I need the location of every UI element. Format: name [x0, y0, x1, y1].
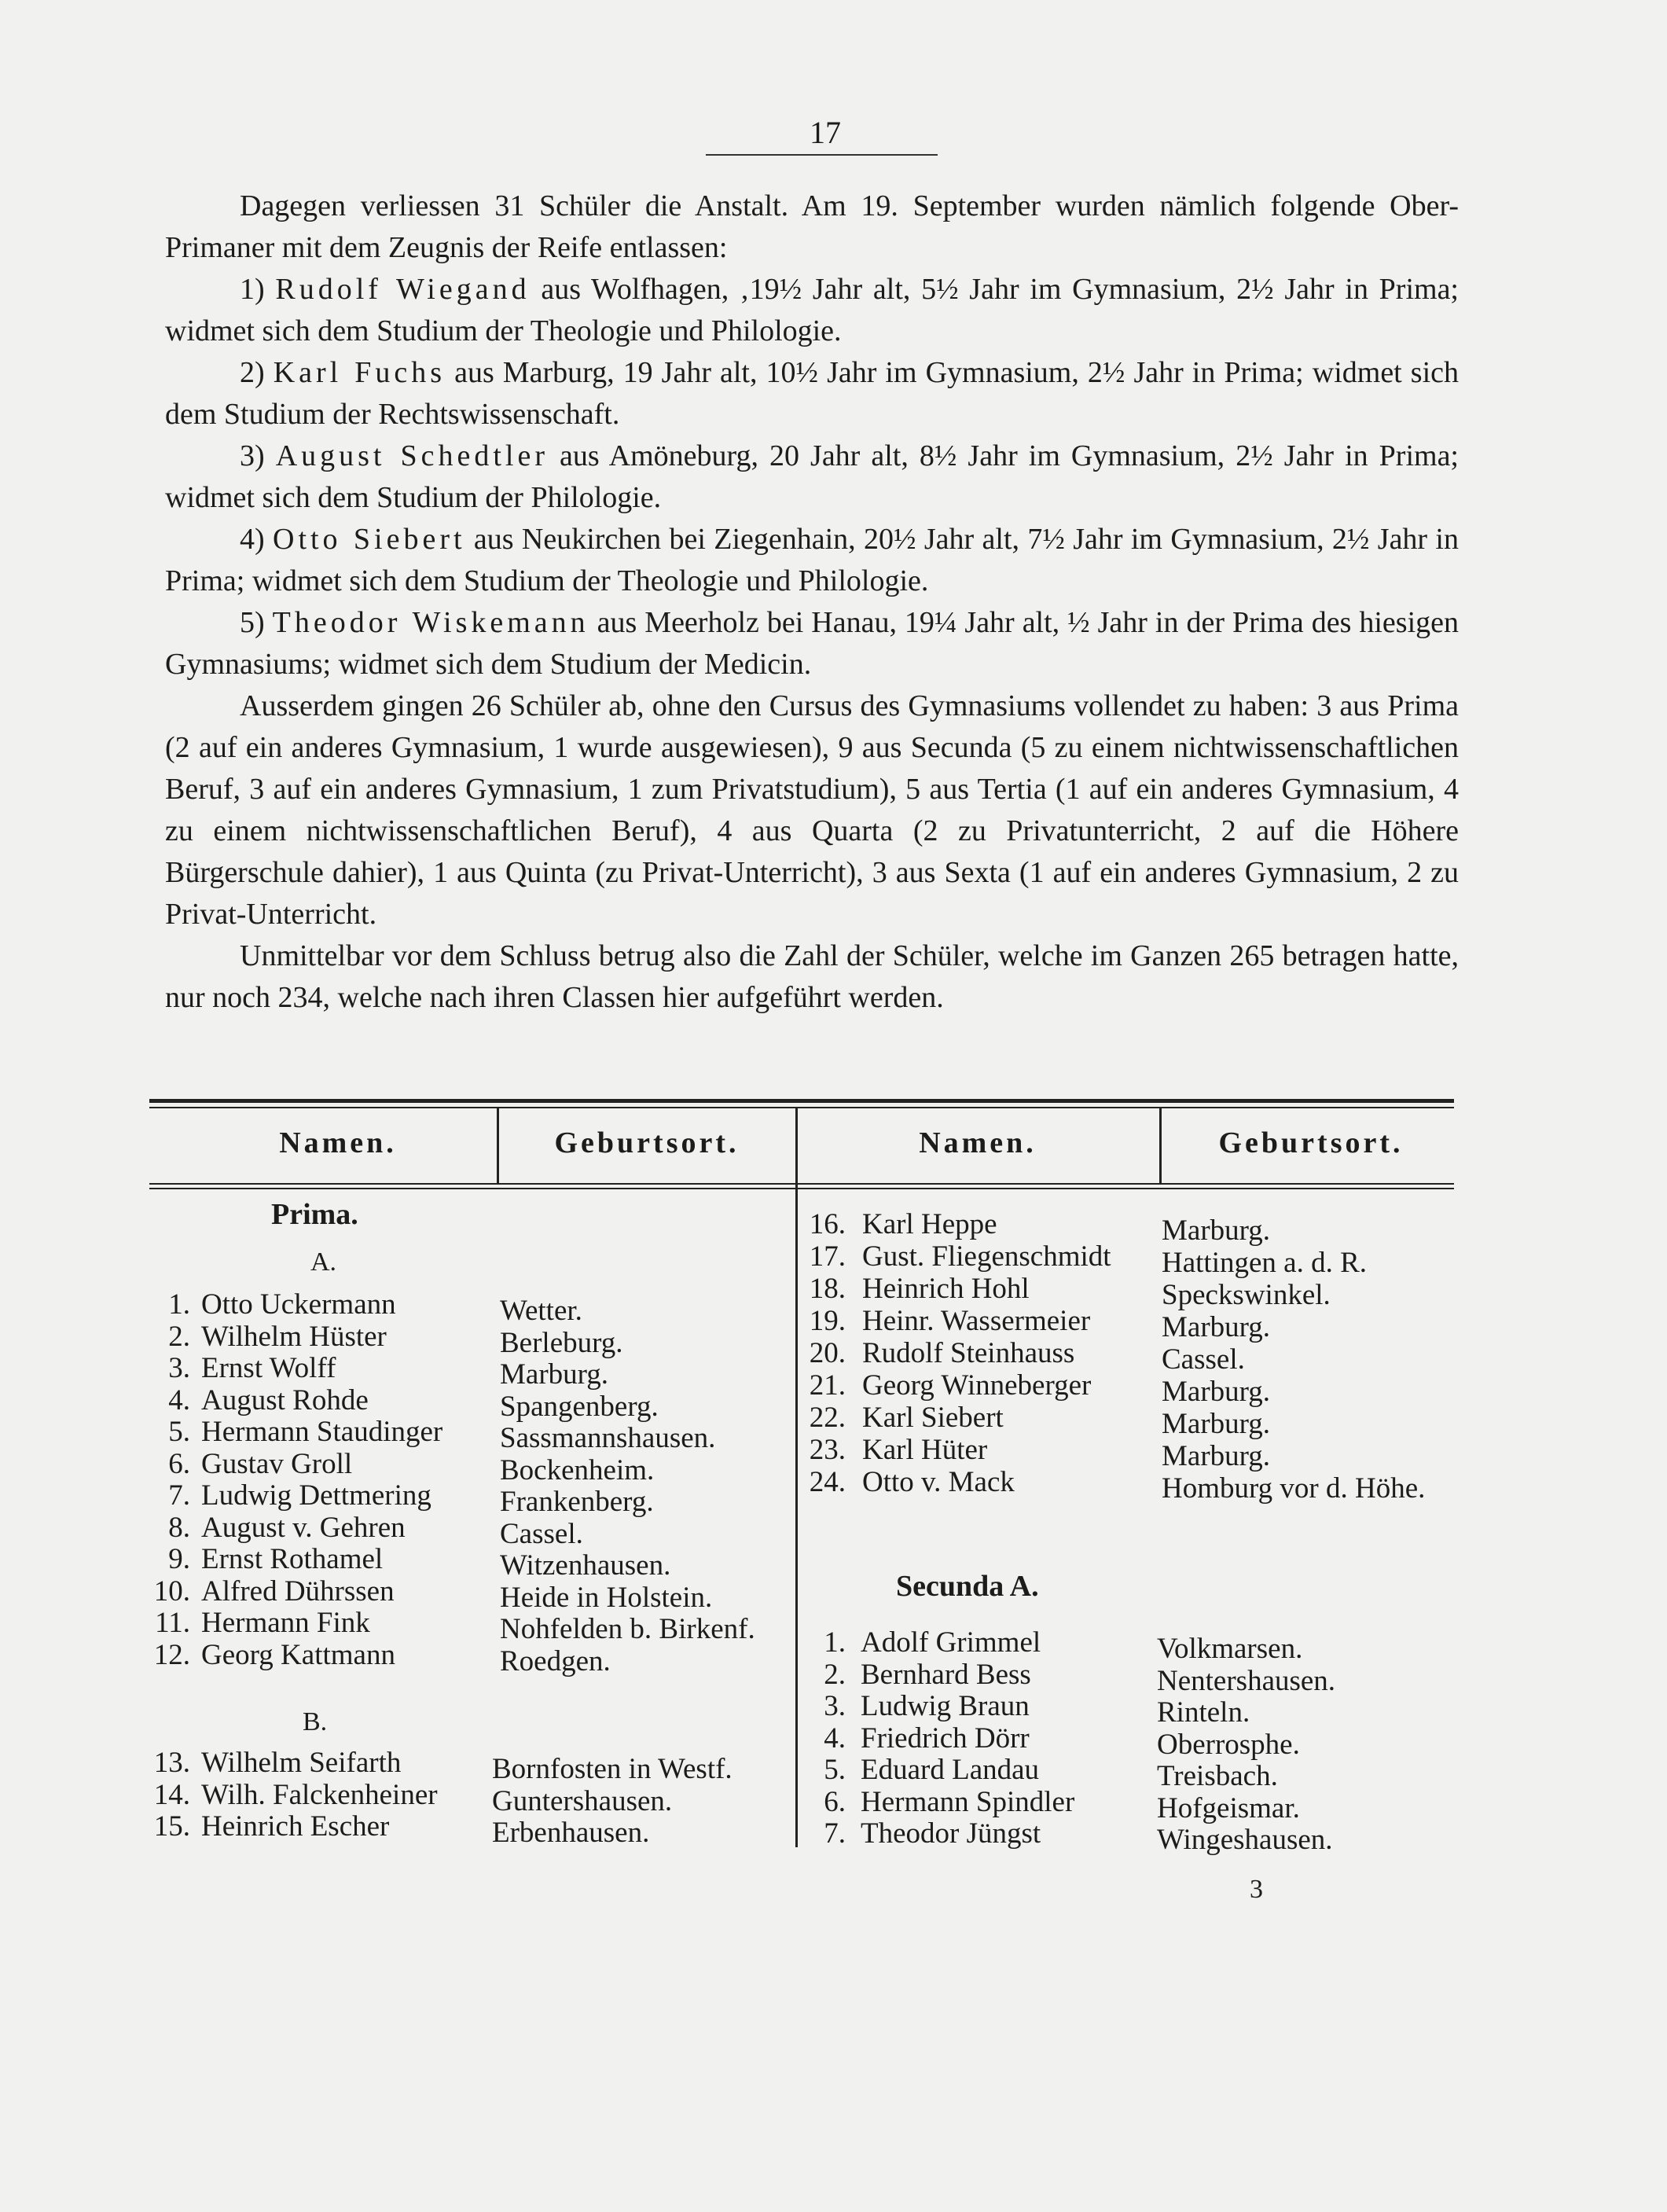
row-number: 1. [168, 1288, 190, 1321]
page-number: 17 [810, 115, 841, 150]
student-birthplace: Wetter. [500, 1295, 582, 1327]
student-name: Heinrich Hohl [862, 1273, 1030, 1305]
student-name: Wilhelm Seifarth [201, 1747, 402, 1779]
student-birthplace: Spangenberg. [500, 1390, 659, 1423]
student-name: Karl Hüter [862, 1434, 988, 1466]
row-number: 16. [809, 1208, 846, 1240]
row-number: 17. [809, 1240, 846, 1273]
student-birthplace: Treisbach. [1157, 1760, 1278, 1792]
row-number: 18. [809, 1273, 846, 1305]
student-birthplace: Volkmarsen. [1157, 1633, 1303, 1665]
row-number: 14. [153, 1778, 190, 1811]
paragraph: Ausserdem gingen 26 Schüler ab, ohne den Cursus des Gymnasiums vollendet zu haben: 3 aus Prima (2 auf ein anderes Gymnasium, 1 wurde ausgewiesen), 9 aus Secunda (5 zu einem nichtwissenschaftlichen Beruf, 3 auf ein anderes Gymnasium, 1 zum Privatstudium), 5 aus Tertia (1 auf ein anderes Gymnasium, 4 zu einem nichtwissenschaftlichen Beruf), 4 aus Quarta (2 zu Privatunterricht, 2 auf die Höhere Bürgerschule dahier), 1 aus Quinta (zu Privat-Unterricht), 3 aus Sexta (1 auf ein anderes Gymnasium, 2 zu Privat-Unterricht. [165, 689, 1459, 931]
row-number: 2. [824, 1658, 846, 1691]
column-header-names: Namen. [279, 1126, 397, 1159]
student-name: Georg Kattmann [201, 1638, 395, 1671]
row-number: 6. [168, 1447, 190, 1480]
student-name: Ludwig Braun [861, 1690, 1030, 1722]
row-number: 24. [809, 1466, 846, 1498]
student-birthplace: Speckswinkel. [1162, 1279, 1331, 1311]
student-name: Gust. Fliegenschmidt [862, 1240, 1111, 1273]
group-label-b: B. [303, 1707, 328, 1736]
student-birthplace: Wingeshausen. [1157, 1824, 1333, 1856]
row-number: 1. [824, 1626, 846, 1659]
student-name: Georg Winneberger [862, 1369, 1092, 1402]
section-title-secunda: Secunda A. [896, 1570, 1039, 1603]
paragraph: 1) Rudolf Wiegand aus Wolfhagen, ‚19½ Jahr alt, 5½ Jahr im Gymnasium, 2½ Jahr in Prima; widmet sich dem Studium der Theologie und Philologie. [165, 273, 1459, 347]
paragraph: 3) August Schedtler aus Amöneburg, 20 Jahr alt, 8½ Jahr im Gymnasium, 2½ Jahr in Prima; widmet sich dem Studium der Philologie. [165, 439, 1459, 514]
student-name: Hermann Spindler [861, 1785, 1075, 1818]
row-number: 3. [168, 1352, 190, 1384]
section-title-prima: Prima. [271, 1198, 358, 1231]
paragraph: 2) Karl Fuchs aus Marburg, 19 Jahr alt, 10½ Jahr im Gymnasium, 2½ Jahr in Prima; widmet sich dem Studium der Rechtswissenschaft. [165, 356, 1459, 431]
student-name: August v. Gehren [201, 1511, 406, 1544]
student-name: Rudolf Steinhauss [862, 1337, 1075, 1369]
paragraph: Unmittelbar vor dem Schluss betrug also die Zahl der Schüler, welche im Ganzen 265 betragen hatte, nur noch 234, welche nach ihren Classen hier aufgeführt werden. [165, 939, 1459, 1014]
student-birthplace: Guntershausen. [492, 1784, 673, 1817]
row-number: 7. [168, 1479, 190, 1512]
student-birthplace: Rinteln. [1157, 1696, 1250, 1729]
row-number: 6. [824, 1785, 846, 1818]
row-number: 7. [824, 1817, 846, 1850]
student-birthplace: Frankenberg. [500, 1486, 654, 1518]
header-rule [706, 154, 938, 156]
table-top-rule [149, 1099, 1454, 1103]
table-header-rule [149, 1183, 1454, 1185]
sheet-signature: 3 [1250, 1875, 1263, 1904]
student-name: Otto v. Mack [862, 1466, 1015, 1498]
student-birthplace: Nohfelden b. Birkenf. [500, 1613, 755, 1645]
student-name: Heinr. Wassermeier [862, 1305, 1091, 1337]
student-name: Ernst Rothamel [201, 1543, 384, 1575]
row-number: 3. [824, 1690, 846, 1722]
student-birthplace: Hattingen a. d. R. [1162, 1247, 1368, 1279]
row-number: 23. [809, 1434, 846, 1466]
student-name: Ludwig Dettmering [201, 1479, 431, 1512]
paragraph: 4) Otto Siebert aus Neukirchen bei Ziegenhain, 20½ Jahr alt, 7½ Jahr im Gymnasium, 2½ Jahr in Prima; widmet sich dem Studium der Theologie und Philologie. [165, 523, 1459, 597]
student-birthplace: Marburg. [1162, 1408, 1271, 1440]
student-name: Eduard Landau [861, 1754, 1040, 1786]
row-number: 9. [168, 1543, 190, 1575]
student-birthplace: Marburg. [1162, 1214, 1271, 1247]
student-name: Otto Uckermann [201, 1288, 396, 1321]
student-name: Karl Siebert [862, 1402, 1004, 1434]
row-number: 10. [153, 1574, 190, 1608]
student-birthplace: Marburg. [1162, 1376, 1271, 1408]
student-birthplace: Hofgeismar. [1157, 1791, 1300, 1824]
student-name: Karl Heppe [862, 1208, 997, 1240]
row-number: 11. [155, 1607, 190, 1639]
student-name: Hermann Staudinger [201, 1416, 443, 1448]
row-number: 15. [153, 1810, 190, 1843]
student-birthplace: Homburg vor d. Höhe. [1162, 1472, 1426, 1505]
column-divider [497, 1108, 499, 1184]
student-birthplace: Erbenhausen. [492, 1817, 650, 1849]
paragraph: 5) Theodor Wiskemann aus Meerholz bei Hanau, 19¼ Jahr alt, ½ Jahr in der Prima des hiesigen Gymnasiums; widmet sich dem Studium der Medicin. [165, 606, 1459, 681]
row-number: 8. [168, 1511, 190, 1544]
column-header-birthplace: Geburtsort. [554, 1126, 740, 1159]
student-birthplace: Sassmannshausen. [500, 1422, 716, 1454]
paragraph: Dagegen verliessen 31 Schüler die Anstalt. Am 19. September wurden nämlich folgende Ober-Primaner mit dem Zeugnis der Reife entlassen: [165, 189, 1459, 264]
row-number: 20. [809, 1337, 846, 1369]
student-birthplace: Bockenheim. [500, 1453, 655, 1486]
row-number: 12. [153, 1638, 190, 1671]
student-birthplace: Marburg. [1162, 1311, 1271, 1343]
student-birthplace: Witzenhausen. [500, 1549, 671, 1582]
row-number: 4. [168, 1383, 190, 1416]
student-name: Ernst Wolff [201, 1352, 336, 1384]
student-birthplace: Berleburg. [500, 1326, 623, 1359]
student-birthplace: Roedgen. [500, 1644, 611, 1677]
student-name: Hermann Fink [201, 1607, 370, 1639]
body-text [165, 186, 1459, 1019]
student-name: Heinrich Escher [201, 1810, 390, 1843]
student-name: August Rohde [201, 1383, 369, 1416]
student-name: Friedrich Dörr [861, 1721, 1030, 1755]
student-birthplace: Cassel. [500, 1517, 583, 1550]
student-name: Alfred Dührssen [201, 1574, 395, 1608]
row-number: 4. [824, 1721, 846, 1755]
row-number: 21. [809, 1369, 846, 1402]
student-name: Adolf Grimmel [861, 1626, 1041, 1659]
row-number: 5. [168, 1416, 190, 1448]
row-number: 13. [153, 1747, 190, 1779]
student-name: Bernhard Bess [861, 1658, 1031, 1691]
student-birthplace: Nentershausen. [1157, 1664, 1336, 1697]
row-number: 5. [824, 1754, 846, 1786]
column-divider-center [795, 1108, 798, 1847]
student-birthplace: Cassel. [1162, 1343, 1245, 1376]
student-birthplace: Heide in Holstein. [500, 1581, 713, 1614]
table-top-rule-thin [149, 1107, 1454, 1108]
table-header-rule-thin [149, 1188, 1454, 1189]
student-birthplace: Bornfosten in Westf. [492, 1753, 733, 1785]
student-name: Wilhelm Hüster [201, 1320, 387, 1353]
row-number: 2. [168, 1320, 190, 1353]
student-birthplace: Oberrosphe. [1157, 1728, 1300, 1761]
column-header-birthplace: Geburtsort. [1218, 1126, 1404, 1159]
row-number: 22. [809, 1402, 846, 1434]
group-label-a: A. [310, 1247, 337, 1277]
student-birthplace: Marburg. [500, 1358, 609, 1391]
student-name: Gustav Groll [201, 1447, 353, 1480]
student-birthplace: Marburg. [1162, 1440, 1271, 1472]
student-name: Theodor Jüngst [861, 1817, 1041, 1850]
row-number: 19. [809, 1305, 846, 1337]
column-header-names: Namen. [919, 1126, 1037, 1159]
student-name: Wilh. Falckenheiner [201, 1778, 438, 1811]
